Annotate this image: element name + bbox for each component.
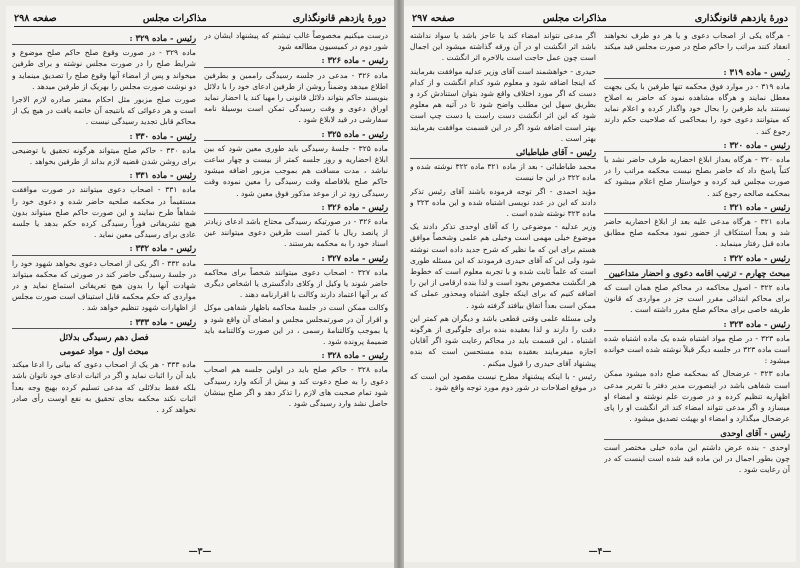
paragraph-text: ماده ۳۱۹ - در موارد فوق محکمه تنها طرفین با یکی بجهت معطل نمایند و هرگاه مشاهده نمود که حاضر به اصلاح نیستند باید طرفین را بحال خود واگذار کرده و اعلام نماید که میتوانند دعوی خود را بمحاکمی که صلاحیت حکم دارند رجوع کند . [604,81,790,136]
left-page-left-column [12,30,196,540]
paragraph-text: ماده ۳۲۲ - اصول محاکمه در محاکم صلح همان است که برای محاکم ابتدائی مقرر است جز در مواردی که قانون طریقه خاصی برای محاکم صلح مقرر داشته است . [604,283,790,315]
paragraph-text: اگر مدعی نتواند امضاء کند یا عاجز باشد یا سواد نداشته باشد اثر انگشت او در آن ورقه گذاشته میشود این اجمال است چون عمل حاجت است بالاخره اثر انگشت . [410,31,596,63]
article-heading: رئیس - ماده ۳۳۲ : [12,243,196,255]
article-heading: رئیس - آقای طباطبائی [410,147,596,159]
page-number: صفحه ۲۹۷ [412,12,455,24]
header-right-title: دورهٔ یازدهم قانونگذاری [292,12,386,24]
paragraph-text: ماده ۳۲۶ - در صورتیکه رسیدگی محتاج باشد ادعای زیادتر از پانصد ریال با کمتر است طرفین دعوی میتوانند عین اسناد خود را به محکمه بفرستند . [204,217,388,249]
article-heading: رئیس - ماده ۳۲۶ : [204,202,388,214]
page-footer: —۳— [188,547,212,557]
paragraph-text: مؤید احمدی - اگر توجه فرموده باشند آقای رئیس تذکر دادند که این در عدد نویسی اشتباه شده و این ماده ۳۲۳ و ماده ۳۲۳ نوشته شده است . [410,186,596,219]
right-page-left-column [410,30,596,540]
right-page [404,6,796,562]
paragraph-text: ماده ۳۲۳ - در صلح مواد اشتباه شده یک ماده اشتباه شده است ماده ۳۲۳ در جلسه دیگر قبلاً نوشته شده است خوانده میشود : [604,333,790,366]
paragraph-text: ماده ۳۳۲ - اگر یکی از اصحاب دعوی بخواهد شهود خود را در جلسهٔ رسیدگی حاضر کند در صورتی که محکمه میتواند شهادت آنها را بدون هیچ تعریفاتی استماع نماید و در مواردی که حکم محکمه قابل استیناف است صورت مجلس از اظهارات شهود تنظیم خواهد شد . [12,258,196,313]
paragraph-text: ماده ۳۲۱ - هرگاه مدعی علیه بعد از ابلاغ احضاریه حاضر شد و بعداً استنکاف از حضور نمود محکمه صلح مطابق ماده قبل رفتار مینماید . [604,217,790,249]
paragraph-text: ماده ۳۳۱ - اصحاب دعوی میتوانند در صورت موافقت مستقیماً در محکمه صلحیه حاضر شده و دعوی خود را شفاهاً طرح نمایند و این صورت حاکم صلح میتواند بدون هیچ تشریفاتی فوراً رسیدگی کرده حکم بدهد یا جلسه عادی برای رسیدگی معین نماید . [12,185,196,240]
article-heading: مبحث چهارم - ترتیب اقامه دعوی و احضار متداعیین [604,268,790,280]
paragraph-text: ماده ۳۲۶ - مدعی در جلسه رسیدگی راممین و بطرفین اطلاع میدهد وضمناً روشن از طرفین ادعای خود را با دلائل بنویسند حاکم بتواند دلائل قانونی را مهیا کند یا احضار نماید اوراق دعوی و وقت رسیدگی تمکن است بوسیلهٔ نامه سفارشی در قید لابلاغ شود . [204,70,388,125]
paragraph-text: ماده ۳۲۹ - در صورت وقوع صلح حاکم صلح موضوع و شرایط صلح را در صورت مجلس نوشته و برای طرفین میخواند و پس از امضاء آنها وقوع صلح را تصدیق مینماید و دو نوشت صورت مجلس را بهریک از طرفین میدهد . [12,48,196,91]
article-heading: رئیس - ماده ۳۳۱ : [12,170,196,182]
paragraph-text: ماده ۳۲۸ - حاکم صلح باید در اولین جلسه هم اصحاب دعوی را به صلح دعوت کند و بیش از آنکه وارد رسیدگی شود تمام صحبت های لازم را تذکر دهد و اگر صلح بینشان حاصل نشد وارد رسیدگی شود . [204,365,388,409]
left-page-header [14,10,386,27]
article-heading: رئیس - ماده ۳۲۷ : [204,253,388,265]
paragraph-text: محمد طباطبائی - بعد از ماده ۳۲۱ ماده ۳۲۲ نوشته شده و ماده ۳۲۲ در این جا نیست [410,162,596,183]
paragraph-text: ماده ۳۳۰ - حاکم صلح میتواند هرگونه تحقیق یا توضیحی برای روشن شدن قضیه لازم بداند از طرفین بخواهد . [12,145,196,167]
paragraph-text: - هرگاه یکی از اصحاب دعوی و یا هر دو طرف نخواهند انعقاد کنند مراتب را حاکم صلح در صورت مجلس قید میکند . [604,31,790,63]
article-heading: رئیس - ماده ۳۲۰ : [604,140,790,152]
article-heading: رئیس - ماده ۳۲۳ : [604,319,790,331]
page-number: صفحه ۲۹۸ [14,12,57,24]
article-heading: رئیس - آقای اوحدی [604,428,790,440]
paragraph-text: صورت صلح مزبور مثل احکام معتبر صادره لازم الاجرا است و هر دعوائی که بانتیجه آن خاتمه یافت در هیچ یک از محاکم قابل تجدید رسیدگی نیست . [12,95,196,127]
header-center-title: مذاکرات مجلس [142,12,207,24]
article-heading: رئیس - ماده ۳۲۹ : [12,33,196,45]
paragraph-text: ماده ۳۲۰ - هرگاه بعداز ابلاغ احضاریه طرف حاضر نشد یا کتباً پاسخ داد که حاضر بصلح نیست محکمه مراتب را در صورت مجلس قید کرده و خواستار صلح اعلام میشود که بمحکمه صالحه رجوع کند . [604,155,790,198]
article-heading: رئیس - ماده ۳۱۹ : [604,67,790,79]
article-heading: رئیس - ماده ۳۲۱ : [604,202,790,214]
paragraph-text: وکالت ممکن است در جلسهٔ محاکمه باظهار شفاهی موکل و اقرار آن در صورتمجلس مجلس و امضای آن واقع شود و یا بموجب وکالتنامهٔ رسمی ، در این صورت وکالتنامه باید ضمیمهٔ پرونده شود . [204,303,388,347]
article-heading: رئیس - ماده ۳۲۶ : [204,55,388,67]
left-page-right-column [204,30,388,540]
article-heading: رئیس - ماده ۳۲۸ : [204,350,388,362]
header-right-title: دورهٔ یازدهم قانونگذاری [694,12,788,24]
header-center-title: مذاکرات مجلس [542,12,607,24]
article-heading: رئیس - ماده ۳۳۳ : [12,317,196,329]
left-page [6,6,394,562]
article-heading: رئیس - ماده ۳۳۰ : [12,131,196,143]
paragraph-text: ماده ۳۲۷ - اصحاب دعوی میتوانند شخصاً برای محاکمه حاضر شوند یا وکیل از وکلای دادگستری یا اشخاص دیگری که بر آنها اعتماد دارند وکالت با اقرارنامه دهند . [204,267,388,300]
paragraph-text: ماده ۳۲۳ - عرضحال که بمحکمه صلح داده میشود ممکن است شفاهی باشد در اینصورت مدیر دفتر با تقریر مدعی اظهاریه تنظیم کرده و در صورت علم نوشته و امضاء او میسازد و اگر مدعی نتواند امضاء کند اثر انگشت او را پای عرضحال میگذارد و امضاء او بهیئت تصدیق میشود . [604,369,790,424]
right-page-right-column [604,30,790,540]
article-heading: رئیس - ماده ۳۲۵ : [204,129,388,141]
right-page-header [412,10,788,27]
article-heading: مبحث اول - مواد عمومی [59,346,149,357]
paragraph-text: وزیر عدلیه - موضوعی را که آقای اوحدی تذکر دادند یک موضوع خیلی مهمی است وخیلی هم علمی وشخصاً موافق هستم برای این که ما نظیر که شرح جدید داده است نوشته شود ولی این که آقای حیدری فرمودند که این مسئله طوری است که علماً ثابت شده و با تجربه معلوم است که خطوط هر انگشت مخصوص بخود است و لذا بنده ارقامی از این را اضافه کنیم که برای اینکه جلوی اشتباه ومحذور عملی که ممکن است بعداً اتفاق بیافتد گرفته شود . [410,222,596,310]
article-heading: رئیس - ماده ۳۲۲ : [604,253,790,265]
paragraph-text: درست میکنیم مخصوصاً غالب تیشتم که پیشنهاد ایشان در شور دوم در کمیسیون مطالعه شود [204,31,388,52]
page-footer: —۴— [588,547,612,557]
paragraph-text: رئیس - با اینکه پیشنهاد مطرح نیست مقصود این است که در موقع اصلاحات در شور دوم مورد توجه واقع شود . [410,371,596,393]
paragraph-text: ماده ۳۳۳ - هر یک از اصحاب دعوی که بیانی را ادعا میکند باید آن را اثبات نماید و اگر در اثبات ادعای خود ناتوان باشد بلکه فقط بدلائلی که مدعی تسلیم کرده بهیچ وجه بعداً اثبات نکند محکمه بجای تحقیق به نفع اوست رأی صادر نخواهد کرد . [12,360,196,415]
paragraph-text: ماده ۳۲۵ - جلسهٔ رسیدگی باید طوری معین شود که بین ابلاغ احضاریه و روز جلسه کمتر از بیست و چهار ساعت نباشد ، مدت مسافت هم بموجب مزبور اضافه میشود حاکم صلح بلافاصله وقت رسیدگی را معین نموده وقت رسیدگی زود تر از موعد مذکور فوق معین شود . [204,143,388,198]
paragraph-text: ولی مسئله علمی وقتی قطعی باشد و دیگران هم کمتر این دقت را دارند و لذا بعقیده بنده برای جلوگیری از هرگونه اشتباه ، این قسمت باید در محاکم رعایت شود اگر آقایان اجازه میفرمایند بعقیده بنده مستحسن است که بنده پیشنهاد آقای حیدری را قبول میکنم . [410,313,596,368]
paragraph-text: حیدری - خواهشمند است آقای وزیر عدلیه موافقت بفرمایند که اینجا اضافه شود و معلوم شود کدام انگشت و از کدام دست که اگر مورد اختلاف واقع شود بتوان استنادش کرد و بطریق سهل این مطلب واضح شود تا در آتیه هم معلوم شود که این اثر انگشت دست راست یا دست چپ است بهتر است اضافه شود اگر در این قسمت موافقت بفرمایند بهتر است . [410,66,596,143]
article-heading: فصل دهم رسیدگی بدلائل [59,331,149,342]
paragraph-text: اوحدی - بنده عرض داشتم این ماده خیلی مختصر است چون بطور اجمال در این ماده قید شده است اینست که در آن رعایت شود . [604,442,790,475]
book-gutter [394,0,404,568]
